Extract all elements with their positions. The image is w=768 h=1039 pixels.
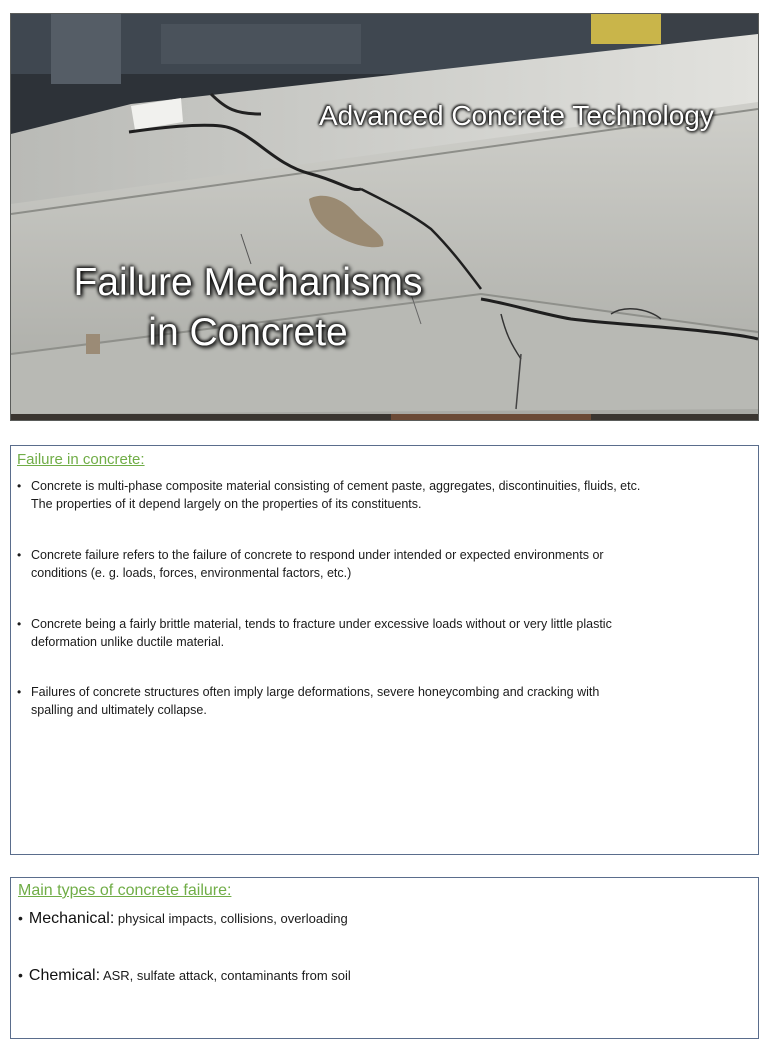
bullet-marker: • bbox=[18, 910, 23, 926]
list-item bbox=[18, 910, 738, 928]
failure-type-label: Chemical: bbox=[28, 967, 101, 984]
bullet-line: The properties of it depend largely on the properties of its constituents. bbox=[31, 496, 422, 511]
bullet-line: Concrete is multi-phase composite material consisting of cement paste, aggregates, discontinuities, fluids, etc. bbox=[31, 479, 641, 493]
list-item bbox=[17, 547, 745, 582]
list-item bbox=[17, 478, 745, 513]
bullet-marker: • bbox=[17, 548, 22, 562]
types-of-failure-slide bbox=[10, 877, 759, 1039]
bullet-marker: • bbox=[18, 967, 23, 983]
bullet-marker: • bbox=[17, 617, 22, 631]
presentation-title bbox=[33, 258, 463, 358]
list-item bbox=[17, 616, 745, 651]
bullet-line: conditions (e. g. loads, forces, environmental factors, etc.) bbox=[31, 565, 352, 580]
bullet-line: Concrete failure refers to the failure of concrete to respond under intended or expected environments or bbox=[31, 548, 604, 562]
failure-type-label: Mechanical: bbox=[28, 910, 115, 927]
title-slide bbox=[10, 13, 759, 421]
cracked-beam-photo bbox=[11, 14, 758, 420]
list-item bbox=[18, 967, 738, 985]
bullet-marker: • bbox=[17, 685, 22, 699]
bullet-line: Concrete being a fairly brittle material, tends to fracture under excessive loads without or very little plastic bbox=[31, 617, 612, 631]
slide-heading: Main types of concrete failure: bbox=[18, 882, 232, 899]
failure-in-concrete-slide bbox=[10, 445, 759, 855]
bullet-marker: • bbox=[17, 479, 22, 493]
slide-heading: Failure in concrete: bbox=[17, 451, 145, 468]
title-line-2: in Concrete bbox=[148, 311, 348, 354]
list-item bbox=[17, 684, 745, 719]
bullet-line: deformation unlike ductile material. bbox=[31, 634, 225, 649]
bullet-line: Failures of concrete structures often imply large deformations, severe honeycombing and cracking with bbox=[31, 685, 600, 699]
failure-type-description: physical impacts, collisions, overloading bbox=[117, 911, 348, 926]
title-line-1: Failure Mechanisms bbox=[73, 261, 423, 304]
bullet-line: spalling and ultimately collapse. bbox=[31, 702, 207, 717]
failure-type-description: ASR, sulfate attack, contaminants from soil bbox=[102, 968, 351, 983]
course-subtitle: Advanced Concrete Technology bbox=[319, 100, 714, 131]
